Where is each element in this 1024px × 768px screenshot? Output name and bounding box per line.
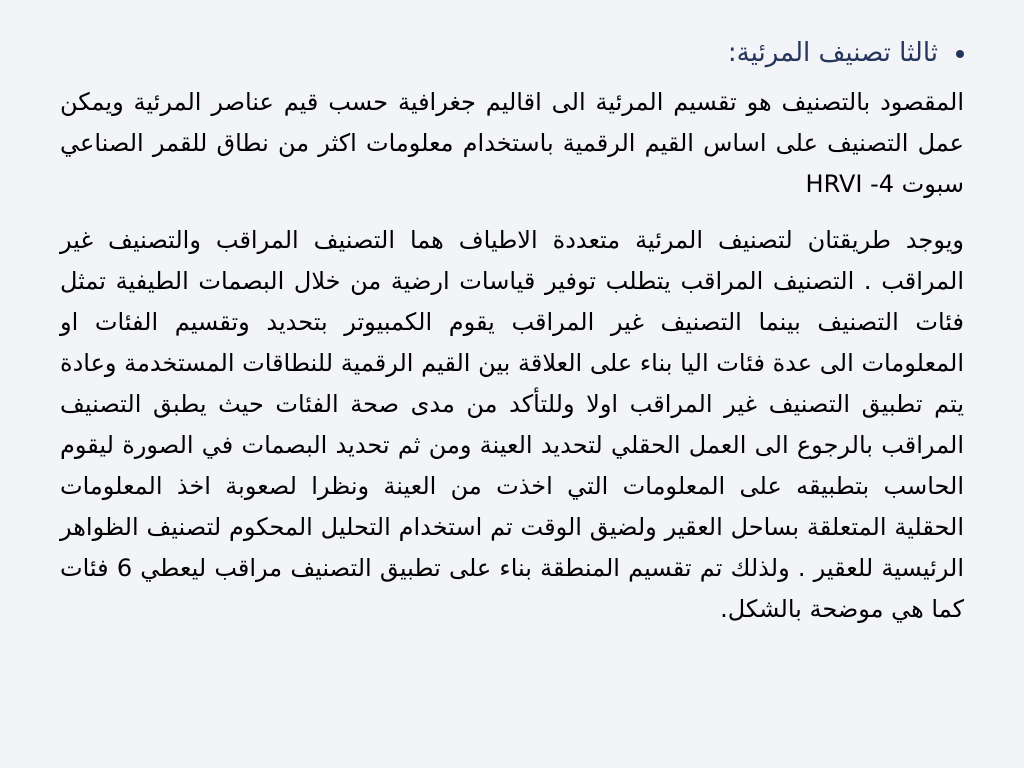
slide-heading <box>60 36 964 70</box>
bullet-dot-icon <box>956 50 964 58</box>
heading-text: ثالثا تصنيف المرئية: <box>727 38 938 68</box>
paragraph-classification-methods: ويوجد طريقتان لتصنيف المرئية متعددة الاطياف هما التصنيف المراقب والتصنيف غير المراقب . التصنيف المراقب يتطلب توفير قياسات ارضية من خلال البصمات الطيفية تمثل فئات التصنيف بينما التصنيف غير المراقب يقوم الكمبيوتر بتحديد وتقسيم الفئات او المعلومات الى عدة فئات اليا بناء على العلاقة بين القيم الرقمية للنطاقات المستخدمة وعادة يتم تطبيق التصنيف غير المراقب اولا وللتأكد من مدى صحة الفئات حيث يطبق التصنيف المراقب بالرجوع الى العمل الحقلي لتحديد العينة ومن ثم تحديد البصمات في الصورة ليقوم الحاسب بتطبيقه على المعلومات التي اخذت من العينة ونظرا لصعوبة اخذ المعلومات الحقلية المتعلقة بساحل العقير ولضيق الوقت تم استخدام التحليل المحكوم لتصنيف الظواهر الرئيسية للعقير . ولذلك تم تقسيم المنطقة بناء على تطبيق التصنيف مراقب ليعطي 6 فئات كما هي موضحة بالشكل. <box>60 226 965 623</box>
paragraph-classification-definition: المقصود بالتصنيف هو تقسيم المرئية الى اقاليم جغرافية حسب قيم عناصر المرئية ويمكن عمل التصنيف على اساس القيم الرقمية باستخدام معلومات اكثر من نطاق للقمر الصناعي سبوت 4- HRVI <box>60 88 964 198</box>
